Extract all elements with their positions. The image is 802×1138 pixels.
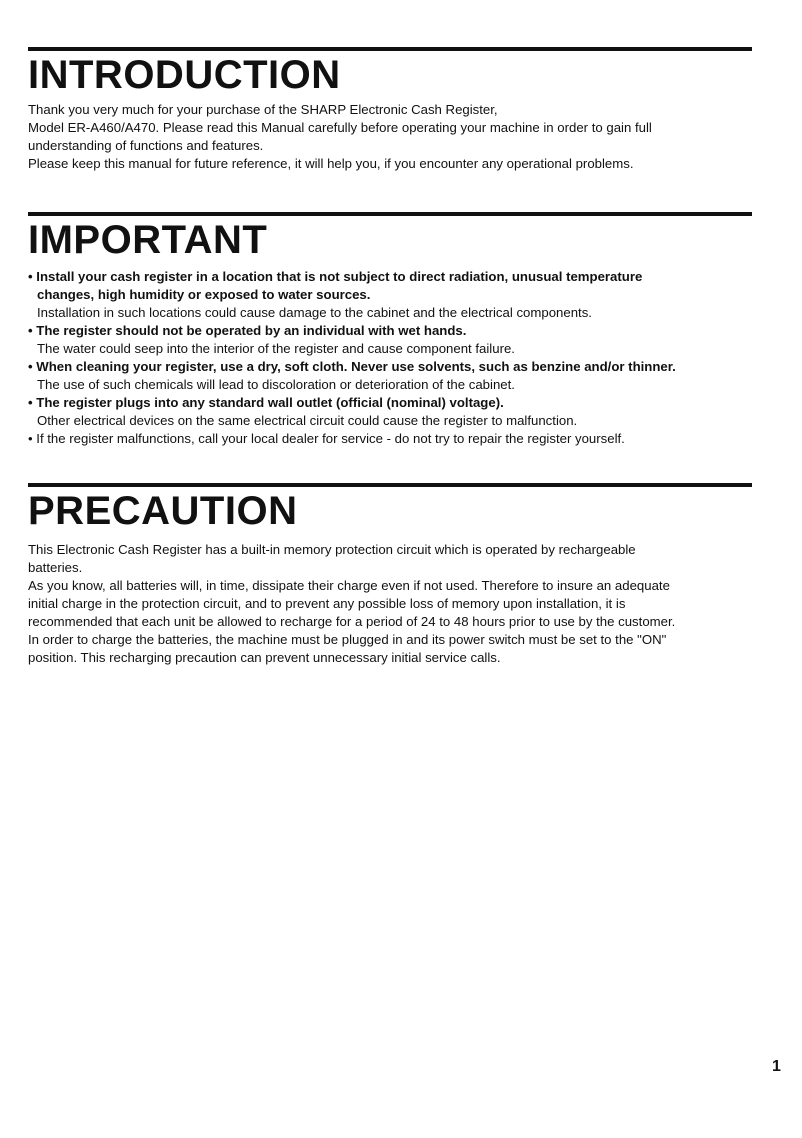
item-text: Other electrical devices on the same electrical circuit could cause the register to malfunction. xyxy=(37,413,578,428)
introduction-title: INTRODUCTION xyxy=(28,53,341,97)
section-rule xyxy=(28,47,752,51)
important-title: IMPORTANT xyxy=(28,218,268,262)
text-line: position. This recharging precaution can prevent unnecessary initial service calls. xyxy=(28,650,501,665)
text-line: In order to charge the batteries, the machine must be plugged in and its power switch must be set to the "ON" xyxy=(28,632,667,647)
precaution-text xyxy=(28,541,768,667)
text-line: understanding of functions and features. xyxy=(28,138,264,153)
text-line: initial charge in the protection circuit, and to prevent any possible loss of memory upon installation, it is xyxy=(28,596,626,611)
list-item xyxy=(28,268,768,322)
list-item xyxy=(28,394,768,430)
page-number: 1 xyxy=(772,1058,781,1075)
text-line: This Electronic Cash Register has a built-in memory protection circuit which is operated by rechargeable xyxy=(28,542,636,557)
item-heading: • The register should not be operated by an individual with wet hands. xyxy=(28,323,467,338)
item-text: Installation in such locations could cause damage to the cabinet and the electrical components. xyxy=(37,305,592,320)
section-rule xyxy=(28,483,752,487)
list-item xyxy=(28,358,768,394)
list-item: • If the register malfunctions, call your local dealer for service - do not try to repair the register yourself. xyxy=(28,431,625,446)
item-heading: • When cleaning your register, use a dry, soft cloth. Never use solvents, such as benzine and/or thinner. xyxy=(28,359,676,374)
important-list xyxy=(28,268,768,448)
text-line: Thank you very much for your purchase of the SHARP Electronic Cash Register, xyxy=(28,102,498,117)
item-heading: • The register plugs into any standard wall outlet (official (nominal) voltage). xyxy=(28,395,504,410)
list-item xyxy=(28,322,768,358)
precaution-title: PRECAUTION xyxy=(28,489,298,533)
item-heading: changes, high humidity or exposed to water sources. xyxy=(37,287,371,302)
text-line: As you know, all batteries will, in time, dissipate their charge even if not used. Therefore to insure an adequate xyxy=(28,578,670,593)
item-text: The use of such chemicals will lead to discoloration or deterioration of the cabinet. xyxy=(37,377,515,392)
text-line: Please keep this manual for future reference, it will help you, if you encounter any operational problems. xyxy=(28,156,634,171)
text-line: Model ER-A460/A470. Please read this Manual carefully before operating your machine in order to gain full xyxy=(28,120,652,135)
item-heading: • Install your cash register in a location that is not subject to direct radiation, unusual temperature xyxy=(28,269,643,284)
item-text: The water could seep into the interior of the register and cause component failure. xyxy=(37,341,515,356)
introduction-text xyxy=(28,101,768,173)
text-line: batteries. xyxy=(28,560,83,575)
text-line: recommended that each unit be allowed to recharge for a period of 24 to 48 hours prior to use by the customer. xyxy=(28,614,676,629)
section-rule xyxy=(28,212,752,216)
